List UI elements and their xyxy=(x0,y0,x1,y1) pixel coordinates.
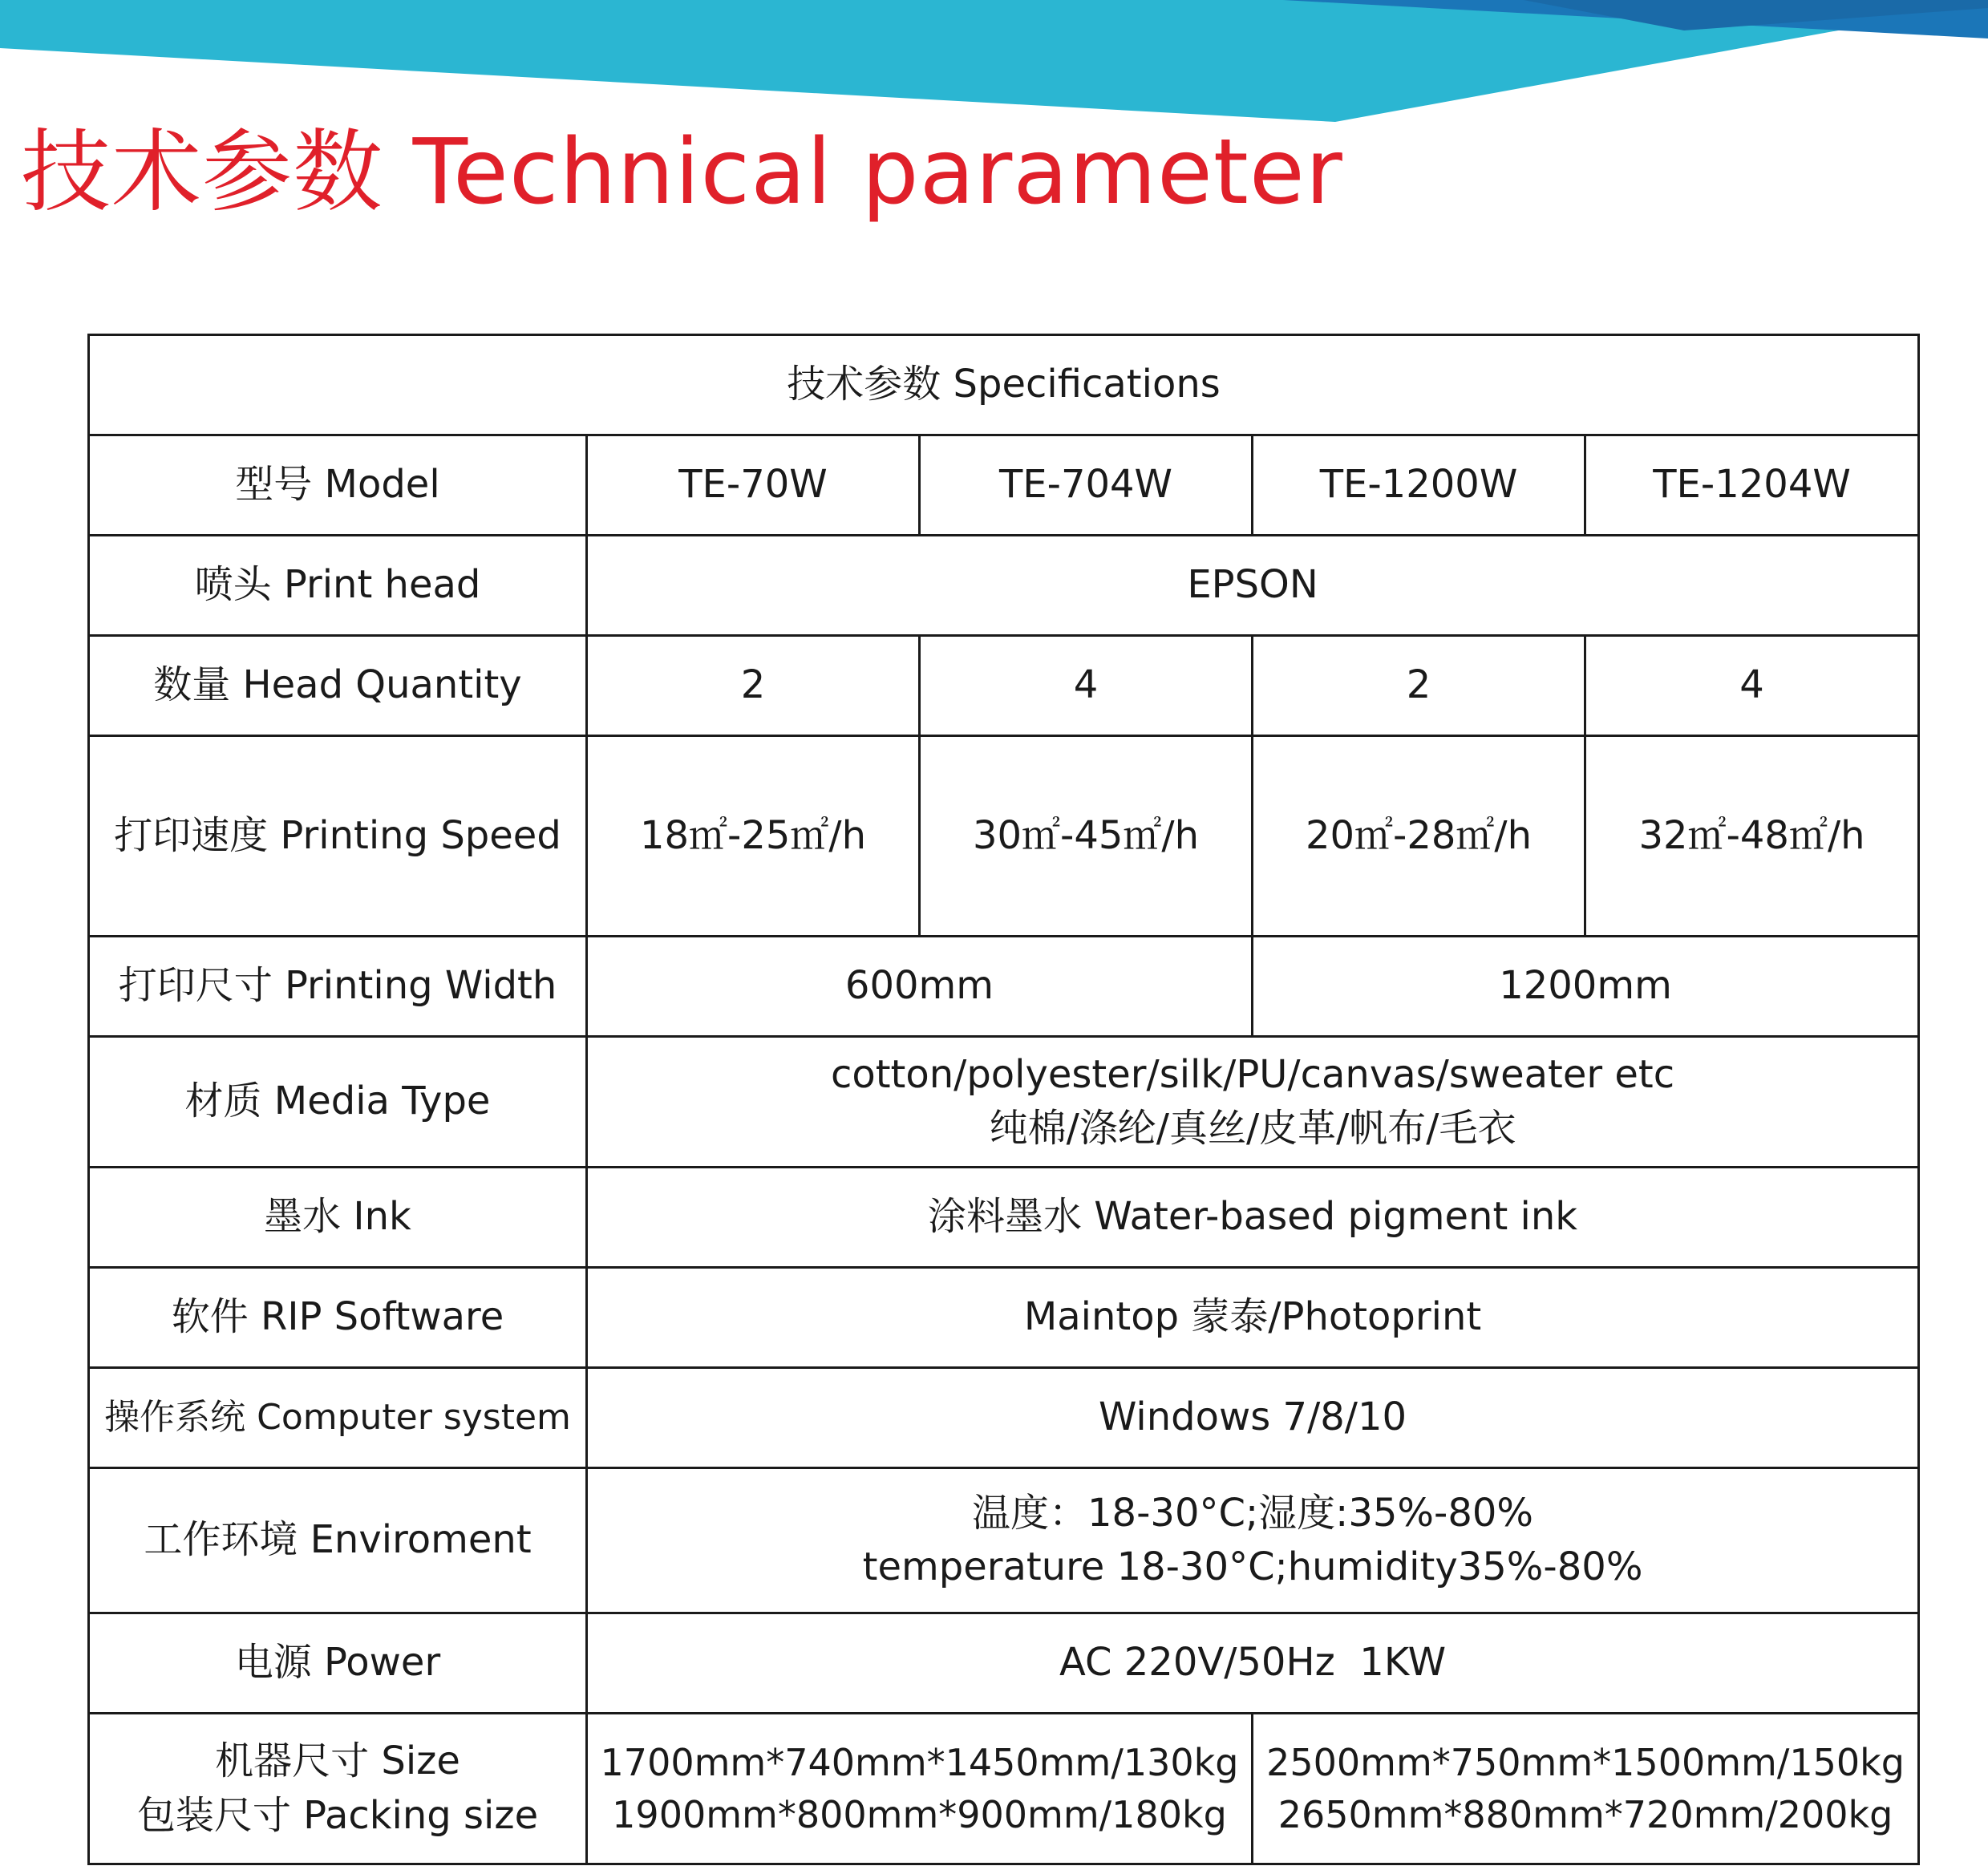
table-caption-row xyxy=(89,335,1919,435)
printing-speed-te-1200w: 20㎡-28㎡/h xyxy=(1253,736,1585,937)
computer-system-label: 操作系统 Computer system xyxy=(89,1368,587,1468)
head-quantity-label: 数量 Head Quantity xyxy=(89,636,587,736)
printing-width-1200: 1200mm xyxy=(1253,937,1919,1037)
printing-width-600: 600mm xyxy=(587,937,1253,1037)
computer-system-value: Windows 7/8/10 xyxy=(587,1368,1919,1468)
table-row-rip-software xyxy=(89,1268,1919,1368)
environment-chinese: 温度：18-30°C;湿度:35%-80% xyxy=(972,1490,1534,1536)
environment-label: 工作环境 Enviroment xyxy=(89,1468,587,1613)
table-row-ink xyxy=(89,1168,1919,1268)
size-value-600 xyxy=(587,1714,1253,1864)
power-label: 电源 Power xyxy=(89,1613,587,1714)
printing-width-label: 打印尺寸 Printing Width xyxy=(89,937,587,1037)
table-row-power xyxy=(89,1613,1919,1714)
power-value: AC 220V/50Hz 1KW xyxy=(587,1613,1919,1714)
model-te-1200w: TE-1200W xyxy=(1253,435,1585,536)
media-type-chinese: 纯棉/涤纶/真丝/皮革/帆布/毛衣 xyxy=(989,1106,1516,1151)
media-type-english: cotton/polyester/silk/PU/canvas/sweater etc xyxy=(830,1051,1675,1097)
table-row-model xyxy=(89,435,1919,536)
table-row-media-type xyxy=(89,1037,1919,1168)
rip-software-value: Maintop 蒙泰/Photoprint xyxy=(587,1268,1919,1368)
top-banner xyxy=(0,0,1988,128)
ink-value: 涂料墨水 Water-based pigment ink xyxy=(587,1168,1919,1268)
packing-size-label: 包装尺寸 Packing size xyxy=(136,1792,539,1838)
printing-speed-te-70w: 18㎡-25㎡/h xyxy=(587,736,920,937)
environment-value xyxy=(587,1468,1919,1613)
machine-size-600: 1700mm*740mm*1450mm/130kg xyxy=(600,1741,1239,1785)
table-row-environment xyxy=(89,1468,1919,1613)
print-head-value: EPSON xyxy=(587,536,1919,636)
packing-size-1200: 2650mm*880mm*720mm/200kg xyxy=(1277,1792,1893,1836)
table-row-size xyxy=(89,1714,1919,1864)
rip-software-label: 软件 RIP Software xyxy=(89,1268,587,1368)
head-quantity-te-1204w: 4 xyxy=(1585,636,1919,736)
printing-speed-label: 打印速度 Printing Speed xyxy=(89,736,587,937)
table-row-computer-system xyxy=(89,1368,1919,1468)
table-row-printing-width xyxy=(89,937,1919,1037)
size-value-1200 xyxy=(1253,1714,1919,1864)
ink-label: 墨水 Ink xyxy=(89,1168,587,1268)
environment-english: temperature 18-30°C;humidity35%-80% xyxy=(862,1544,1643,1589)
model-te-704w: TE-704W xyxy=(920,435,1253,536)
table-caption: 技术参数 Specifications xyxy=(89,335,1919,435)
model-te-70w: TE-70W xyxy=(587,435,920,536)
printing-speed-te-704w: 30㎡-45㎡/h xyxy=(920,736,1253,937)
model-label: 型号 Model xyxy=(89,435,587,536)
print-head-label: 喷头 Print head xyxy=(89,536,587,636)
table-row-print-head xyxy=(89,536,1919,636)
machine-size-1200: 2500mm*750mm*1500mm/150kg xyxy=(1266,1741,1905,1785)
table-row-printing-speed xyxy=(89,736,1919,937)
head-quantity-te-1200w: 2 xyxy=(1253,636,1585,736)
media-type-value xyxy=(587,1037,1919,1168)
machine-size-label: 机器尺寸 Size xyxy=(215,1738,460,1784)
size-label xyxy=(89,1714,587,1864)
model-te-1204w: TE-1204W xyxy=(1585,435,1919,536)
page-title: 技术参数 Technical parameter xyxy=(21,120,1343,225)
spec-table xyxy=(87,334,1920,1865)
packing-size-600: 1900mm*800mm*900mm/180kg xyxy=(612,1792,1227,1836)
table-row-head-quantity xyxy=(89,636,1919,736)
printing-speed-te-1204w: 32㎡-48㎡/h xyxy=(1585,736,1919,937)
head-quantity-te-70w: 2 xyxy=(587,636,920,736)
media-type-label: 材质 Media Type xyxy=(89,1037,587,1168)
head-quantity-te-704w: 4 xyxy=(920,636,1253,736)
